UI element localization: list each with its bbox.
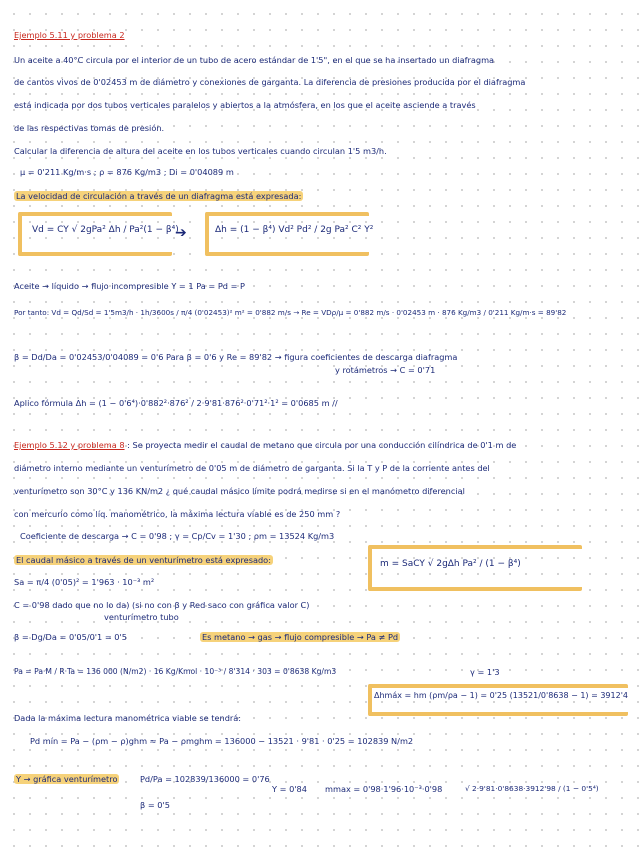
ex1-coefficient: y rotámetros → C = 0'71 xyxy=(335,365,436,375)
ex2-coefficient-note: C = 0'98 dado que no lo da) (si no con β y Red saco con gráfica valor C) xyxy=(14,600,310,610)
ex1-result: Aplico fórmula Δh = (1 − 0'6⁴)·0'882²·876² / 2·9'81·876²·0'71²·1² = 0'0685 m // xyxy=(14,398,338,408)
example-1-title: Ejemplo 5.11 y problema 2 xyxy=(14,30,125,40)
ex2-paragraph-line: diámetro interno mediante un venturímetro de 0'05 m de diámetro de garganta. Si la T y P de la corriente antes del xyxy=(14,463,490,473)
ex2-highlight-gas: Es metano → gas → flujo compresible → Pa ≠ Pd xyxy=(202,632,399,642)
ex2-paragraph-line: venturímetro son 30°C y 136 KN/m2 ¿ qué caudal másico límite podrá medirse si en el manómetro diferencial xyxy=(14,486,465,496)
formula-velocity: Vd = CY √ 2gPa² Δh / Pa²(1 − β⁴) xyxy=(32,225,179,235)
ex2-paragraph-line: : Se proyecta medir el caudal de metano que circula por una conducción cilíndrica de 0'1 m de xyxy=(127,440,517,450)
ex2-y-factor: Y = 0'84 xyxy=(272,784,307,794)
ex2-paragraph-line: con mercurio como líq. manométrico, la máxima lectura viable es de 250 mm ? xyxy=(14,509,341,519)
ex2-given-data: Coeficiente de descarga → C = 0'98 ; γ = Cp/Cv = 1'30 ; ρm = 13524 Kg/m3 xyxy=(20,531,335,541)
ex2-mass-flow-max: mmax = 0'98·1'96·10⁻³·0'98 xyxy=(325,784,443,794)
ex1-paragraph-line: Un aceite a 40°C circula por el interior de un tubo de acero estándar de 1'5", en el que se ha insertado un diafragma xyxy=(14,55,495,65)
ex1-paragraph-line: de cantos vivos de 0'02453 m de diámetro y conexiones de garganta. La diferencia de presiones producida por el diafragma xyxy=(14,77,526,87)
example-2-title: Ejemplo 5.12 y problema 8 xyxy=(14,440,125,450)
formula-delta-h: Δh = (1 − β⁴) Vd² Pd² / 2g Pa² C² Y² xyxy=(215,225,374,235)
ex2-pressure-ratio: Pd/Pa = 102839/136000 = 0'76 xyxy=(140,774,270,784)
ex2-sqrt-term: √ 2·9'81·0'8638·3912'98 / (1 − 0'5⁴) xyxy=(465,784,599,793)
ex2-note-venturi: venturímetro tubo xyxy=(104,612,179,622)
ex2-min-pressure: Pd mín = Pa − (ρm − ρ)ghm ≈ Pa − ρmghm = 136000 − 13521 · 9'81 · 0'25 = 102839 N/m2 xyxy=(30,736,414,746)
arrow-icon: ➔ xyxy=(175,225,187,241)
ex1-paragraph-line: de las respectivas tomas de presión. xyxy=(14,123,165,133)
ex2-highlight-graph: Y → gráfica venturímetro xyxy=(16,774,118,784)
ex1-question: Calcular la diferencia de altura del aceite en los tubos verticales cuando circulan 1'5 m3/h. xyxy=(14,146,387,156)
ex1-fluid-type: Aceite → líquido → flujo incompresible Y = 1 Pa = Pd = P xyxy=(14,281,245,291)
ex1-paragraph-line: está indicada por dos tubos verticales paralelos y abiertos a la atmósfera, en los que el aceite asciende a través xyxy=(14,100,476,110)
ex2-max-reading: Δhmáx = hm (ρm/ρa − 1) = 0'25 (13521/0'8638 − 1) = 3912'4 xyxy=(374,691,628,700)
ex2-statement: Dada la máxima lectura manométrica viable se tendrá: xyxy=(14,713,242,723)
formula-bracket xyxy=(368,684,628,716)
ex1-velocity-reynolds: Por tanto: Vd = Qd/Sd = 1'5m3/h · 1h/3600s / π/4 (0'02453)² m² = 0'882 m/s → Re = VDρ/μ = 0'882 m/s · 0'02453 m · 876 Kg/m3 / 0'211 Kg/m·s = 89'82 xyxy=(14,308,567,317)
ex2-beta: β = Dg/Da = 0'05/0'1 = 0'5 xyxy=(14,632,127,642)
ex1-highlight-velocity: La velocidad de circulación a través de un diafragma está expresada: xyxy=(16,191,302,201)
ex2-gamma: γ = 1'3 xyxy=(470,667,500,677)
formula-mass-flow: m = SaCY √ 2gΔh Pa² / (1 − β⁴) xyxy=(380,559,521,569)
ex2-highlight-mass-flow: El caudal másico a través de un venturímetro está expresado: xyxy=(16,555,271,565)
ex2-density: Pa = Pa·M / R·Ta = 136 000 (N/m2) · 16 Kg/Kmol · 10⁻³ / 8'314 · 303 = 0'8638 Kg/m3 xyxy=(14,667,337,676)
ex2-area: Sa = π/4 (0'05)² = 1'963 · 10⁻³ m² xyxy=(14,577,155,587)
ex2-beta-value: β = 0'5 xyxy=(140,800,170,810)
ex1-beta: β = Dd/Da = 0'02453/0'04089 = 0'6 Para β = 0'6 y Re = 89'82 → figura coeficientes de descarga diafragma xyxy=(14,352,458,362)
ex1-given-data: μ = 0'211 Kg/m·s ; ρ = 876 Kg/m3 ; Di = 0'04089 m xyxy=(20,167,234,177)
